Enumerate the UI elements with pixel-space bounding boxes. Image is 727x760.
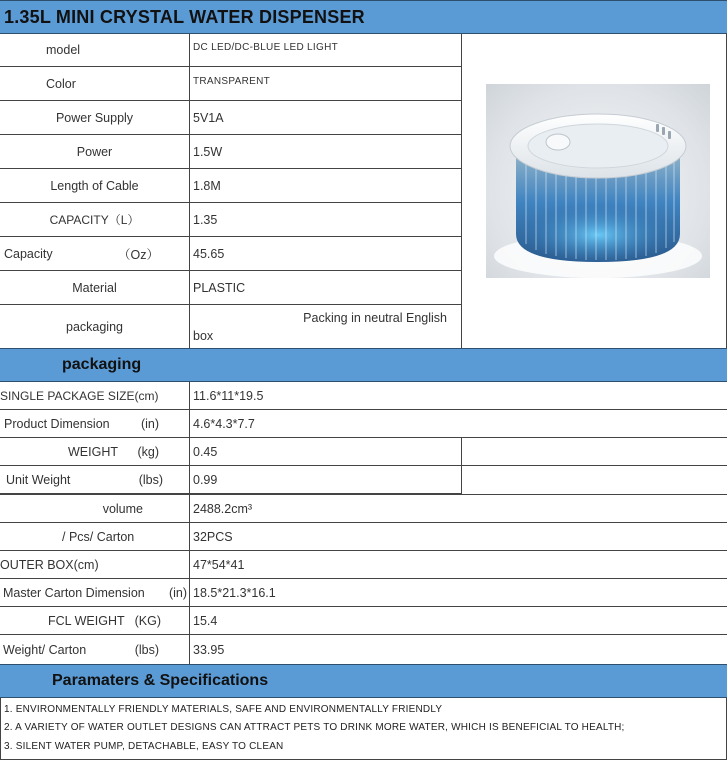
spec-row-model [0, 34, 462, 67]
pack-value: 0.99 [190, 466, 462, 494]
pack-row [0, 466, 727, 494]
spec-label: Color [0, 67, 190, 100]
pack-value: 32PCS [193, 529, 233, 544]
pack-value: 4.6*4.3*7.7 [193, 416, 255, 431]
pack-row [0, 410, 727, 438]
pack-label [0, 410, 190, 437]
pack-value: 11.6*11*19.5 [193, 388, 264, 403]
spec-label: Material [0, 271, 190, 304]
spec-label: model [0, 34, 190, 66]
pack-label: OUTER BOX(cm) [0, 551, 190, 578]
note-item: 2. A VARIETY OF WATER OUTLET DESIGNS CAN ATTRACT PETS TO DRINK MORE WATER, WHICH IS BENEFICIAL TO HEALTH; [4, 721, 625, 733]
pack-unit: (lbs) [138, 472, 163, 487]
spec-value: DC LED/DC-BLUE LED LIGHT [190, 34, 462, 66]
pack-value: 47*54*41 [193, 557, 245, 572]
spec-row-cable [0, 169, 462, 203]
pack-unit: (lbs) [134, 642, 159, 657]
spec-label [0, 237, 190, 270]
pack-label [0, 438, 190, 465]
pack-label-text: Weight/ Carton [3, 642, 87, 657]
spec-label-text: CAPACITY [49, 212, 109, 227]
spec-row-capacity-l [0, 203, 462, 237]
spec-value: 1.35 [190, 203, 462, 236]
pack-row [0, 579, 727, 607]
pack-unit: (in) [168, 585, 187, 600]
pack-unit: (KG) [134, 613, 161, 628]
pack-value: 33.95 [193, 642, 225, 657]
pack-label-text: FCL WEIGHT [48, 613, 125, 628]
pack-label-text: WEIGHT [68, 444, 118, 459]
spec-value [190, 305, 462, 348]
note-item: 1. ENVIRONMENTALLY FRIENDLY MATERIALS, SAFE AND ENVIRONMENTALLY FRIENDLY [4, 704, 443, 716]
pack-row [0, 382, 727, 410]
spec-label: Power [0, 135, 190, 168]
spec-value: 45.65 [190, 237, 462, 270]
pack-value: 18.5*21.3*16.1 [193, 585, 276, 600]
pack-label-text: Master Carton Dimension [3, 585, 145, 600]
pack-row [0, 438, 727, 466]
spec-value: 1.5W [190, 135, 462, 168]
pack-label: SINGLE PACKAGE SIZE(cm) [0, 382, 190, 409]
pack-label [0, 607, 190, 634]
packaging-table [0, 382, 727, 664]
note-item: 3. SILENT WATER PUMP, DETACHABLE, EASY TO CLEAN [4, 741, 284, 753]
spec-row-capacity-oz [0, 237, 462, 271]
pack-row [0, 551, 727, 579]
pack-label [0, 466, 190, 494]
params-band [0, 664, 727, 698]
spec-value: 1.8M [190, 169, 462, 202]
pack-row [0, 635, 727, 664]
spec-row-power-supply [0, 101, 462, 135]
spec-row-color [0, 67, 462, 101]
spec-unit: （Oz） [118, 247, 159, 262]
pack-unit: (kg) [137, 444, 159, 459]
pack-label-text: Product Dimension [4, 416, 110, 431]
packaging-band [0, 348, 727, 382]
pack-label [0, 635, 190, 664]
packaging-header: packaging [62, 356, 142, 373]
pack-unit: (in) [140, 416, 159, 431]
title-band [0, 0, 727, 34]
product-photo [486, 84, 710, 278]
spec-value: TRANSPARENT [190, 67, 462, 100]
pack-value: 0.45 [190, 438, 462, 465]
spec-label-text: Capacity [4, 246, 53, 261]
spec-unit: （L） [108, 213, 140, 227]
pack-row [0, 607, 727, 635]
feature-notes [0, 698, 727, 760]
pack-label [0, 579, 190, 606]
pack-row [0, 494, 727, 523]
spec-row-power [0, 135, 462, 169]
pack-row [0, 523, 727, 551]
pack-label: / Pcs/ Carton [0, 523, 190, 550]
spec-row-material [0, 271, 462, 305]
water-dispenser-image [486, 84, 710, 278]
spec-value: PLASTIC [190, 271, 462, 304]
page-title: 1.35L MINI CRYSTAL WATER DISPENSER [4, 6, 365, 27]
spec-value-line: box [193, 329, 214, 343]
spec-label: Power Supply [0, 101, 190, 134]
spec-row-packaging [0, 305, 462, 348]
pack-value: 2488.2cm³ [193, 501, 253, 516]
pack-value: 15.4 [193, 613, 218, 628]
spec-value: 5V1A [190, 101, 462, 134]
spec-label: packaging [0, 305, 190, 348]
pack-label: volume [0, 495, 190, 522]
spec-label: Length of Cable [0, 169, 190, 202]
params-header: Paramaters & Specifications [52, 672, 269, 689]
pack-label-text: Unit Weight [6, 472, 71, 487]
spec-value-line: Packing in neutral English [303, 311, 447, 325]
spec-label [0, 203, 190, 236]
